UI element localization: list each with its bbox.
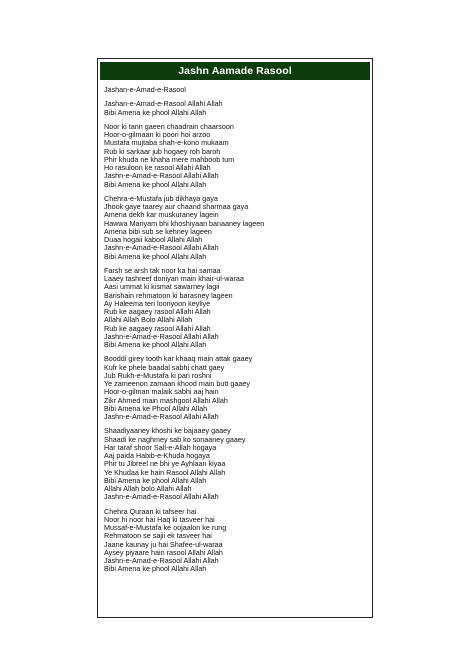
- lyric-line: Duaa hogaii kabool Allahi Allah: [104, 235, 203, 244]
- lyric-line: Aysey piyaare hain rasool Allahi Allah: [104, 547, 223, 557]
- lyric-line: Bibi Amena ke phool Allahi Allah: [104, 475, 207, 485]
- lyric-line: Jashn-e-Amad-e-Rasool Allahi Allah: [104, 331, 219, 341]
- lyric-line: Har taraf shoor Sall-e-Allah hogaya: [104, 442, 217, 452]
- lyric-line: Ye Khudaa ke hain Rasool Allahi Allah: [104, 467, 226, 477]
- lyric-line: Rub ke aagaey rasool Allahi Allah: [104, 323, 211, 333]
- stanza: [104, 508, 368, 574]
- lyric-line: Chehra Quraan ki tafseer hai: [104, 506, 197, 516]
- lyric-line: Jashn-e-Amad-e-Rasool Allahi Allah: [104, 171, 219, 181]
- lyric-line: Kufr ke phele baadal sabhi chatt gaey: [104, 362, 225, 372]
- lyrics-body: [104, 86, 368, 580]
- lyric-line: Rub ke aagaey rasool Allahi Allah: [104, 307, 211, 316]
- document-title: Jashn Aamade Rasool: [100, 62, 370, 80]
- lyric-line: Allahi Allah Bolo Allahi Allah: [104, 315, 193, 325]
- lyric-line: Jashn-e-Amad-e-Rasool Allahi Allah: [104, 412, 219, 421]
- lyric-line: Amena bibi sub se kehney lageen: [104, 226, 212, 236]
- lyric-line: Ye zameenon zamaan khood main butt gaaey: [104, 379, 250, 388]
- lyric-line: Rub ki sarkaar jub hogaey roh baroh: [104, 146, 221, 156]
- stanza-list: [104, 100, 368, 573]
- lyric-line: Ay Haleema teri looriyoon keyliye: [104, 298, 211, 308]
- lyric-line: Bibi Amena ke phool Allahi Allah: [104, 251, 207, 261]
- stanza: [104, 267, 368, 350]
- stanza: [104, 123, 368, 189]
- lyric-line: Ho rasuloon ke rasool Allahi Allah: [104, 163, 211, 172]
- lyric-line: Shaadi ke naghmey sab ko sonaaney gaaey: [104, 434, 246, 444]
- lyric-line: Jashan-e-Amad-e-Rasool Allahi Allah: [104, 99, 223, 109]
- lyrics-document-frame: [97, 58, 373, 618]
- lyric-line: Jaane kaunay ju hai Shafee-ul-waraa: [104, 539, 223, 549]
- lyric-line: Bibi Amena ke phool Allahi Allah: [104, 107, 207, 117]
- lyric-line: Aasi ummat ki kismat sawarney lagii: [104, 282, 220, 292]
- lyric-line: Phir tu Jibreel ne bhi ye Ayhlaan kiyaa: [104, 459, 226, 469]
- lyric-line: Hoor-o-gilmaan ki poori hoi arzoo: [104, 130, 211, 139]
- lyric-line: Bibi Amena ke phool Allahi Allah: [104, 340, 207, 349]
- lyric-line: Bibi Amena ke phool Allahi Allah: [104, 179, 207, 189]
- lyric-line: Booddi girey tooth kar khaaq main attak gaaey: [104, 354, 253, 364]
- lyric-line: Shaadiyaaney khoshi ke bajaaey gaaey: [104, 426, 231, 436]
- lyric-line: Aaj paida Habib-e-Khuda hogaya: [104, 451, 210, 460]
- lyric-line: Jhook gaye taarey aur chaand sharmaa gaya: [104, 202, 249, 211]
- lyric-line: Farsh se arsh tak noor ka hai samaa: [104, 265, 221, 275]
- lyric-line: Barishain rehmatoon ki barasney lageen: [104, 290, 233, 300]
- lyric-line: Jashn-e-Amad-e-Rasool Allahi Allah: [104, 492, 219, 502]
- lyric-line: Jashn-e-Amad-e-Rasool Allahi Allah: [104, 556, 219, 565]
- lyric-line: Bibi Amena ke phool Allahi Allah: [104, 564, 207, 574]
- stanza: [104, 195, 368, 261]
- lyric-line: Jub Rukh-e-Mustafa ki pari roshni: [104, 370, 212, 380]
- lyric-line: Bibi Amena ke Phool Allahi Allah: [104, 403, 208, 413]
- lyric-line: Amena dekh kar muskuraney lagein: [104, 210, 219, 220]
- stanza: [104, 427, 368, 501]
- lyrics-heading: Jashan-e-Amad-e-Rasool: [104, 85, 186, 94]
- stanza: [104, 355, 368, 421]
- lyric-line: Phir khuda ne khaha mere mahboob tum: [104, 154, 235, 164]
- lyric-line: Laaey tashreef doniyan main khair-ul-waraa: [104, 274, 244, 283]
- lyric-line: Chehra-e-Mustafa jub dikhaya gaya: [104, 193, 218, 203]
- lyric-line: Mussaf-e-Mustafa ke oojaalon ke rung: [104, 523, 227, 532]
- stanza: [104, 100, 368, 117]
- lyric-line: Hoor-o-gilman malaik sabhi aaj hain: [104, 387, 219, 397]
- lyric-line: Allahi Allah bolo Allahi Allah: [104, 484, 192, 493]
- lyric-line: Mustafa mujtaba shah-e-kono mukaam: [104, 138, 229, 148]
- lyric-line: Hawwa Mariyam bhi khoshiyaan banaaney lageen: [104, 218, 265, 228]
- lyric-line: Rehmatoon se sajii ek tasveer hai: [104, 531, 212, 541]
- lyric-line: Noor ki tann gaeen chaadrain chaarsoon: [104, 121, 234, 131]
- lyric-line: Jashn-e-Amad-e-Rasool Allahi Allah: [104, 243, 219, 253]
- lyric-line: Noor hi noor hai Haq ki tasveer hai: [104, 514, 215, 524]
- lyric-line: Zikr Ahmed main mashgool Allahi Allah: [104, 395, 228, 405]
